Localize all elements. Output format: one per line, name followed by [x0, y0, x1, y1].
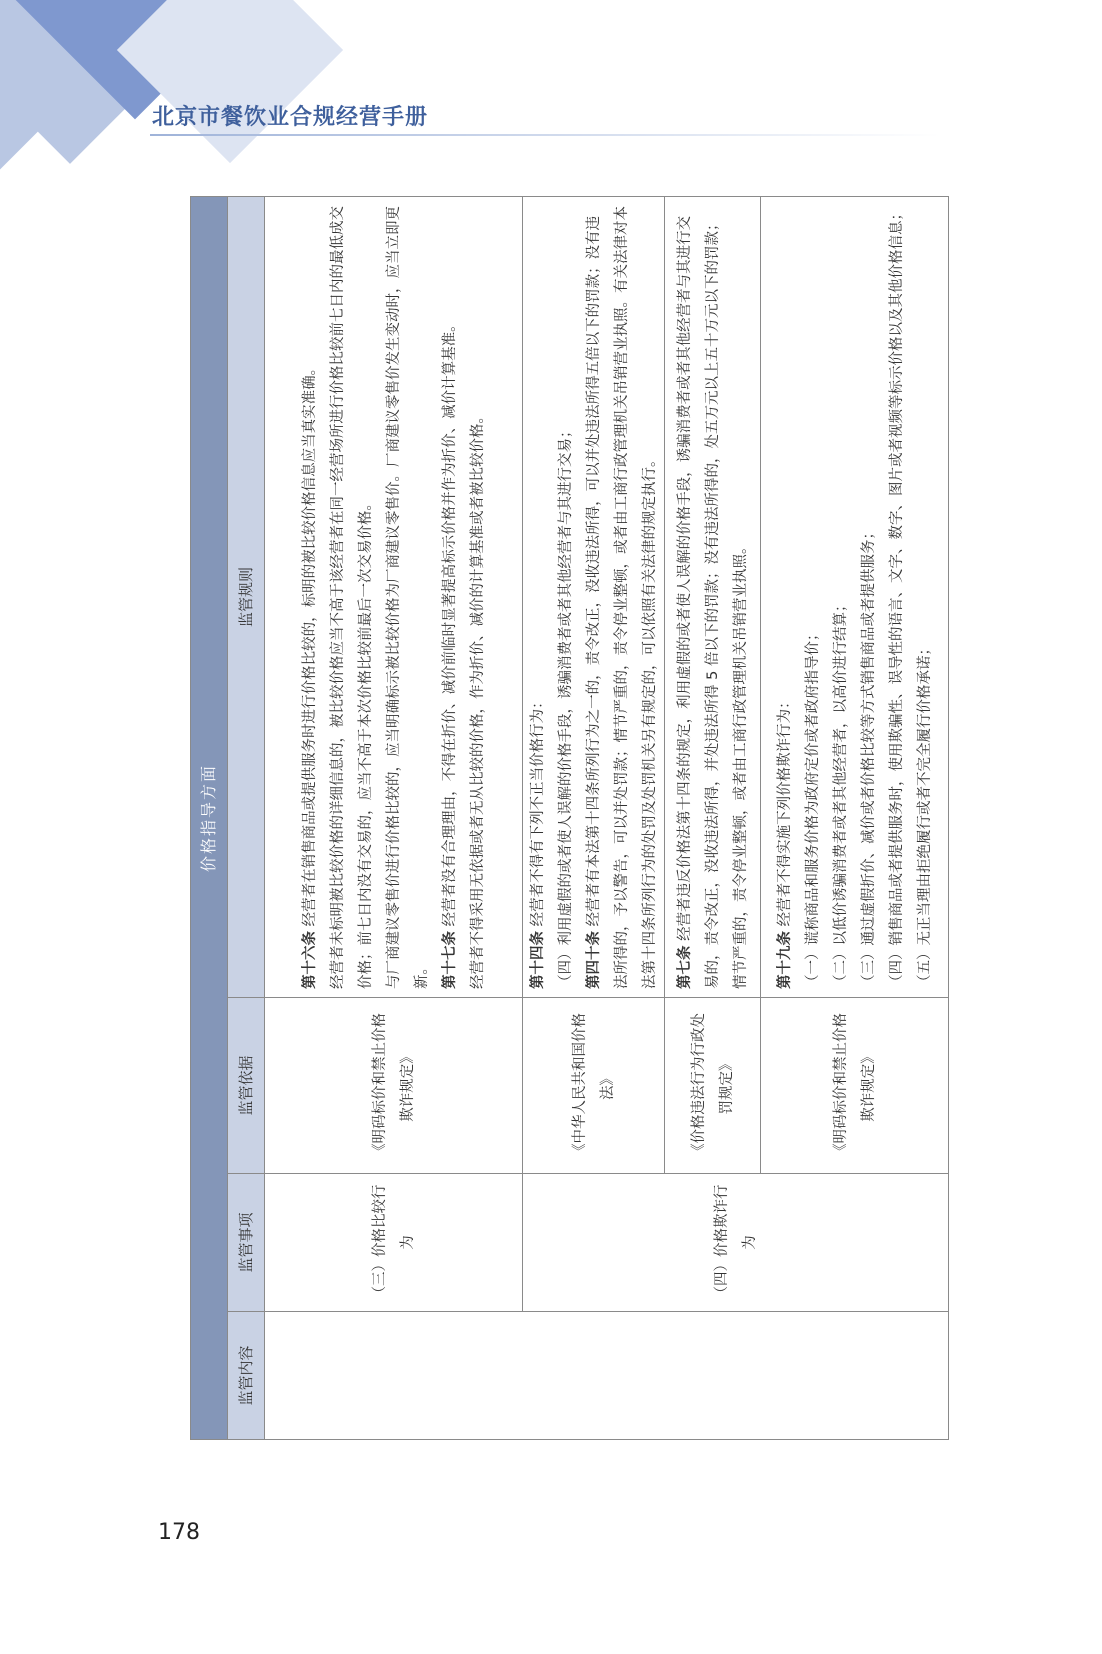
rule-paragraph — [883, 205, 911, 989]
running-header-title: 北京市餐饮业合规经营手册 — [152, 105, 429, 130]
article-number: 第四十条 — [585, 931, 602, 989]
rule-text: 经营者不得有下列不正当价格行为： — [529, 694, 546, 927]
table-row — [523, 196, 665, 1439]
rotated-table-container — [190, 197, 933, 1440]
rule-text: 经营者有本法第十四条所列行为之一的，责令改正，没收违法所得，可以并处违法所得五倍以下的罚款；没有违法所得的，予以警告，可以并处罚款；情节严重的，责令停业整顿，或者由工商行政管理机关吊销营业执照。有关法律对本法第十四条所列行为的处罚及处罚机关另有规定的，可以依照有关法律的规定执行。 — [585, 206, 658, 989]
rule-paragraph — [827, 205, 855, 989]
rule-paragraph — [799, 205, 827, 989]
rule-paragraph — [380, 205, 436, 989]
rule-text: 经营者违反价格法第十四条的规定，利用虚假的或者使人误解的价格手段，诱骗消费者或者其他经营者与其进行交易的，责令改正，没收违法所得，并处违法所得 5 倍以下的罚款；没有违法所得的，处五万元以上五十万元以下的罚款；情节严重的，责令停业整顿，或者由工商行政管理机关吊销营业执照。 — [676, 215, 749, 989]
rule-paragraph — [671, 205, 755, 989]
rule-text: （四）利用虚假的或者使人误解的价格手段，诱骗消费者或者其他经营者与其进行交易； — [557, 423, 574, 989]
rule-paragraph — [552, 205, 580, 989]
rule-paragraph — [296, 205, 324, 989]
basis-cell: 《明码标价和禁止价格欺诈规定》 — [761, 998, 949, 1174]
rule-paragraph — [911, 205, 939, 989]
rules-cell — [265, 196, 523, 997]
rule-text: （一）谎称商品和服务价格为政府定价或者政府指导价； — [804, 626, 821, 989]
regulation-table — [190, 196, 949, 1440]
rule-paragraph — [324, 205, 380, 989]
article-number: 第十七条 — [441, 931, 458, 989]
column-header-item: 监管事项 — [228, 1174, 265, 1312]
rule-paragraph — [436, 205, 464, 989]
article-number: 第十四条 — [529, 931, 546, 989]
rule-text: 经营者未标明被比较价格的详细信息的，被比较价格应当不高于该经营者在同一经营场所进行价格比较前七日内的最低成交价格；前七日内没有交易的，应当不高于本次价格比较前最后一次交易价格。 — [329, 206, 374, 989]
basis-cell: 《价格违法行为行政处罚规定》 — [665, 998, 761, 1174]
basis-cell: 《明码标价和禁止价格欺诈规定》 — [265, 998, 523, 1174]
column-header-content: 监管内容 — [228, 1312, 265, 1440]
column-header-basis: 监管依据 — [228, 998, 265, 1174]
article-number: 第七条 — [676, 945, 693, 989]
rules-cell — [665, 196, 761, 997]
page-number: 178 — [158, 1520, 200, 1545]
content-cell — [265, 1312, 949, 1440]
rule-paragraph — [855, 205, 883, 989]
rules-cell — [761, 196, 949, 997]
rule-text: （四）销售商品或者提供服务时，使用欺骗性、误导性的语言、文字、数字、图片或者视频等标示价格以及其他价格信息； — [888, 206, 905, 989]
item-cell: （四）价格欺诈行为 — [523, 1174, 949, 1312]
rule-text: （二）以低价诱骗消费者或者其他经营者，以高价进行结算； — [832, 597, 849, 989]
article-number: 第十九条 — [776, 931, 793, 989]
corner-decoration — [117, 0, 343, 163]
column-header-rules: 监管规则 — [228, 196, 265, 997]
rule-text: （三）通过虚假折价、减价或者价格比较等方式销售商品或者提供服务； — [860, 525, 877, 989]
header-divider — [150, 134, 940, 136]
rules-cell — [523, 196, 665, 997]
rule-text: 经营者不得实施下列价格欺诈行为： — [776, 694, 793, 927]
rule-paragraph — [464, 205, 492, 989]
table-row — [265, 196, 523, 1439]
rule-text: 经营者没有合理理由，不得在折价、减价前临时显著提高标示价格并作为折价、减价计算基准。 — [441, 317, 458, 927]
rule-text: 经营者不得采用无依据或者无从比较的价格，作为折价、减价的计算基准或者被比较价格。 — [469, 409, 486, 989]
rule-paragraph — [524, 205, 552, 989]
article-number: 第十六条 — [301, 931, 318, 989]
section-title: 价格指导方面 — [191, 196, 228, 1439]
rule-text: 与厂商建议零售价进行价格比较的，应当明确标示被比较价格为厂商建议零售价。厂商建议零售价发生变动时，应当立即更新。 — [385, 206, 430, 989]
item-cell: （三）价格比较行为 — [265, 1174, 523, 1312]
rule-text: 经营者在销售商品或提供服务时进行价格比较的，标明的被比较价格信息应当真实准确。 — [301, 360, 318, 927]
rule-paragraph — [771, 205, 799, 989]
rule-paragraph — [580, 205, 664, 989]
basis-cell: 《中华人民共和国价格法》 — [523, 998, 665, 1174]
rule-text: （五）无正当理由拒绝履行或者不完全履行价格承诺； — [916, 641, 933, 989]
